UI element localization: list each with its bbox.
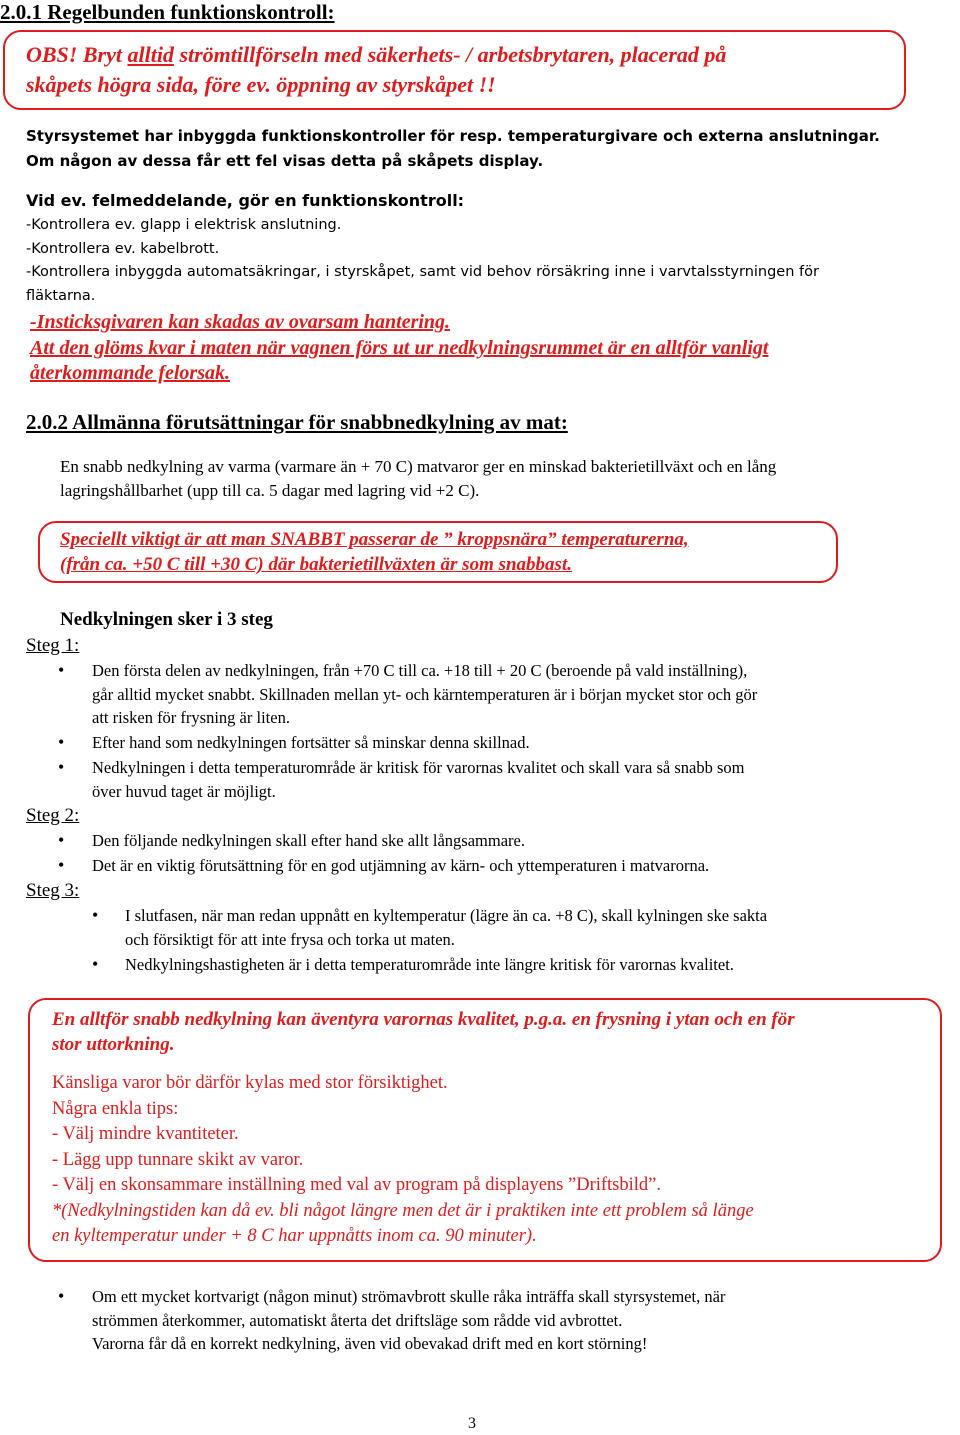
- final-line: strömmen återkommer, automatiskt återta det driftsläge som rådde vid avbrottet.: [92, 1310, 623, 1330]
- step3-label: Steg 3:: [26, 880, 80, 901]
- step1-label: Steg 1:: [26, 635, 80, 656]
- section-heading-201: 2.0.1 Regelbunden funktionskontroll:: [0, 0, 335, 24]
- step2-label: Steg 2:: [26, 805, 80, 826]
- step1-bullet1: [92, 659, 757, 730]
- check-item: -Kontrollera ev. glapp i elektrisk anslutning.: [26, 217, 342, 233]
- step1-bullet3: [92, 756, 744, 803]
- sensor-note: -Insticksgivaren kan skadas av ovarsam hantering.: [30, 311, 451, 333]
- bullet-line: I slutfasen, när man redan uppnått en kyltemperatur (lägre än ca. +8 C), skall kylningen ske sakta: [125, 906, 768, 925]
- check-item: fläktarna.: [26, 287, 96, 304]
- tip-line: Några enkla tips:: [52, 1098, 179, 1119]
- bullet-icon: •: [58, 732, 65, 752]
- bullet-icon: •: [92, 905, 99, 925]
- quality-warning-bold: [52, 1007, 795, 1057]
- bullet-line: över huvud taget är möjligt.: [92, 781, 276, 801]
- steps-title: Nedkylningen sker i 3 steg: [60, 609, 273, 630]
- warning-line: stor uttorkning.: [52, 1034, 175, 1055]
- warning-line2: skåpets högra sida, före ev. öppning av styrskåpet !!: [26, 72, 496, 97]
- tip-line: - Välj en skonsammare inställning med val av program på displayens ”Driftsbild”.: [52, 1175, 661, 1195]
- step3-bullet1: [125, 904, 767, 951]
- bullet-icon: •: [58, 855, 65, 875]
- step2-bullet2: Det är en viktig förutsättning för en god utjämning av kärn- och yttemperaturen i matvarorna.: [92, 856, 710, 875]
- intro-line: Styrsystemet har inbyggda funktionskontroller för resp. temperaturgivare och externa anslutningar.: [26, 127, 880, 145]
- bullet-line: Den första delen av nedkylningen, från +70 C till ca. +18 till + 20 C (beroende på vald inställning),: [92, 661, 748, 680]
- highlight-line: (från ca. +50 C till +30 C) där bakterietillväxten är som snabbast.: [60, 554, 572, 575]
- check-list: [26, 214, 819, 308]
- warning-line: En alltför snabb nedkylning kan äventyra varornas kvalitet, p.g.a. en frysning i ytan och en för: [52, 1009, 795, 1030]
- final-line: Om ett mycket kortvarigt (någon minut) strömavbrott skulle råka inträffa skall styrsystemet, när: [92, 1287, 726, 1306]
- section-heading-202: 2.0.2 Allmänna förutsättningar för snabbnedkylning av mat:: [26, 410, 568, 434]
- check-heading: Vid ev. felmeddelande, gör en funktionskontroll:: [26, 191, 465, 210]
- check-item: -Kontrollera ev. kabelbrott.: [26, 240, 220, 257]
- bullet-icon: •: [92, 954, 99, 974]
- bullet-line: Nedkylningen i detta temperaturområde är kritisk för varornas kvalitet och skall vara så snabb som: [92, 758, 745, 777]
- highlight-text: [60, 527, 689, 577]
- step2-bullet1: Den följande nedkylningen skall efter hand ske allt långsammare.: [92, 831, 525, 850]
- final-line: Varorna får då en korrekt nedkylning, även vid obevakad drift med en kort störning!: [92, 1334, 648, 1353]
- bullet-line: att risken för frysning är liten.: [92, 708, 290, 727]
- paragraph-line: En snabb nedkylning av varma (varmare än + 70 C) matvaror ger en minskad bakterietillväxt och en lång: [60, 457, 777, 476]
- note-line: återkommande felorsak.: [30, 362, 230, 384]
- forgotten-sensor-note: [30, 336, 768, 386]
- tips-list: [52, 1071, 661, 1199]
- note-line: en kyltemperatur under + 8 C har uppnåtts inom ca. 90 minuter).: [52, 1226, 537, 1246]
- tip-line: - Välj mindre kvantiteter.: [52, 1124, 239, 1144]
- warning-part2: strömtillförseln med säkerhets- / arbetsbrytaren, placerad på: [173, 42, 727, 67]
- note-line: *(Nedkylningstiden kan då ev. bli något längre men det är i praktiken inte ett problem så länge: [52, 1201, 754, 1221]
- bullet-line: och försiktigt för att inte frysa och torka ut maten.: [125, 929, 455, 949]
- page-number: 3: [468, 1415, 476, 1432]
- cooling-time-note: [52, 1199, 754, 1249]
- warning-emphasis: alltid: [127, 42, 174, 67]
- intro-line: Om någon av dessa får ett fel visas detta på skåpets display.: [26, 152, 544, 170]
- check-item: -Kontrollera inbyggda automatsäkringar, i styrskåpet, samt vid behov rörsäkring inne i varvtalsstyrningen för: [26, 264, 819, 280]
- note-line: Att den glöms kvar i maten när vagnen förs ut ur nedkylningsrummet är en alltför vanligt: [30, 337, 769, 359]
- bullet-icon: •: [58, 660, 65, 680]
- bullet-icon: •: [58, 757, 65, 777]
- bullet-icon: •: [58, 1286, 65, 1306]
- intro-text: [26, 124, 880, 174]
- highlight-line: Speciellt viktigt är att man SNABBT passerar de ” kroppsnära” temperaturerna,: [60, 529, 689, 550]
- warning-part1: OBS! Bryt: [26, 42, 128, 67]
- tip-line: - Lägg upp tunnare skikt av varor.: [52, 1149, 304, 1170]
- bullet-line: går alltid mycket snabbt. Skillnaden mellan yt- och kärntemperaturen är i början mycket stor och gör: [92, 684, 758, 704]
- bullet-icon: •: [58, 830, 65, 850]
- intro-paragraph: [60, 455, 776, 503]
- paragraph-line: lagringshållbarhet (upp till ca. 5 dagar med lagring vid +2 C).: [60, 481, 480, 500]
- step1-bullet2: Efter hand som nedkylningen fortsätter så minskar denna skillnad.: [92, 733, 530, 752]
- tip-line: Känsliga varor bör därför kylas med stor försiktighet.: [52, 1073, 448, 1093]
- warning-text: [26, 40, 726, 100]
- step3-bullet2: Nedkylningshastigheten är i detta temperaturområde inte längre kritisk för varornas kvalitet.: [125, 955, 734, 974]
- power-outage-note: [92, 1285, 725, 1356]
